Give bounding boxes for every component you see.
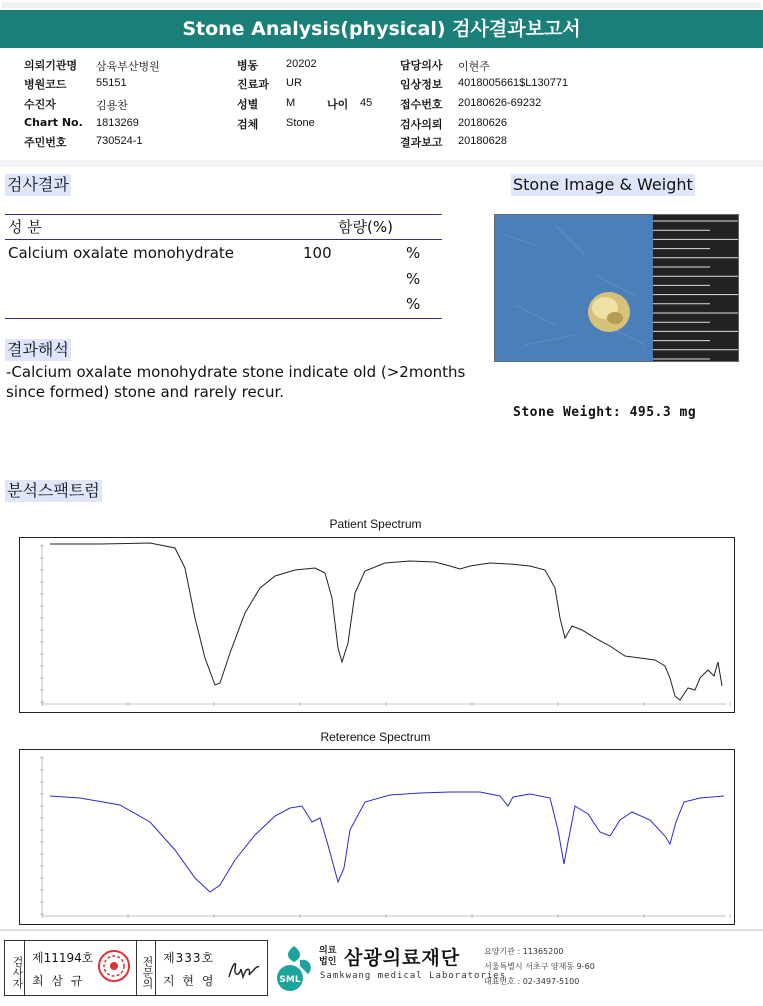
info-value: UR — [286, 77, 302, 89]
info-value: Stone — [286, 117, 315, 129]
info-value: 삼육부산병원 — [96, 61, 160, 73]
info-value: 1813269 — [96, 117, 139, 129]
info-label: 결과보고 — [400, 136, 443, 149]
info-label: 주민번호 — [24, 136, 67, 149]
footer-separator — [0, 929, 763, 931]
info-label: 임상정보 — [400, 78, 443, 91]
report-header: Stone Analysis(physical) 검사결과보고서 — [0, 10, 763, 48]
info-value: 20202 — [286, 58, 317, 70]
info-label: 접수번호 — [400, 98, 443, 111]
org-phone: 대표번호 : 02-3497-5100 — [484, 977, 580, 986]
info-value: 이현주 — [458, 61, 490, 73]
spectrum-axes — [40, 544, 730, 706]
info-value: 4018005661$L130771 — [458, 77, 569, 89]
info-value: 20180626-69232 — [458, 97, 542, 109]
table-header-rule — [5, 239, 442, 240]
interpretation-title: 결과해석 — [7, 340, 69, 359]
top-strip — [2, 2, 761, 8]
col-component-header: 성 분 — [8, 218, 42, 236]
stone-weight-value: 495.3 mg — [629, 405, 697, 420]
reviewer-name: 지 현 영 — [163, 974, 216, 988]
info-value: 20180626 — [458, 117, 507, 129]
info-value: 김용찬 — [96, 100, 128, 112]
info-label: 병동 — [237, 59, 259, 72]
sml-logo-icon — [272, 944, 316, 992]
result-unit: % — [406, 270, 421, 288]
org-code: 요양기관 : 11365200 — [484, 947, 564, 956]
patient-spectrum-plot — [20, 538, 734, 712]
info-value: 20180628 — [458, 135, 507, 147]
info-label: 의뢰기관명 — [24, 59, 78, 72]
stone-photo — [494, 214, 739, 362]
info-label: 수진자 — [24, 98, 56, 111]
seal-stamp-icon — [97, 949, 131, 983]
info-value: M — [286, 97, 296, 109]
info-value: 45 — [360, 97, 373, 109]
info-label: 검사의뢰 — [400, 118, 443, 131]
stone-image-title: Stone Image & Weight — [513, 175, 693, 194]
inspector-name: 최 삼 규 — [32, 974, 85, 988]
info-value: 55151 — [96, 77, 127, 89]
org-address: 서울특별시 서초구 양재동 9-60 — [484, 962, 595, 971]
reference-spectrum-title: Reterence Spectrum — [320, 730, 431, 744]
org-type: 의료법인 — [319, 946, 337, 967]
info-label: Chart No. — [24, 116, 83, 129]
spectrum-axes — [40, 756, 730, 918]
table-top-rule — [5, 214, 442, 215]
patient-spectrum-chart — [19, 537, 735, 713]
interpretation-text: -Calcium oxalate monohydrate stone indicate old (>2months since formed) stone and rarely recur. — [6, 363, 466, 401]
reviewer-label: 전문의 — [136, 941, 156, 995]
org-logo-block — [272, 944, 762, 994]
reviewer-number: 제333호 — [163, 951, 215, 965]
table-bottom-rule — [5, 318, 442, 319]
reference-spectrum-plot — [20, 750, 734, 924]
results-title: 검사결과 — [7, 175, 69, 194]
spectrum-title: 분석스팩트럼 — [7, 481, 100, 500]
inspector-label: 검사자 — [5, 941, 25, 995]
signature-icon — [225, 955, 261, 983]
org-english-name: Samkwang medical Laboratories — [320, 971, 507, 981]
col-amount-header: 함량(%) — [338, 218, 393, 236]
info-label: 진료과 — [237, 78, 269, 91]
svg-text:SML: SML — [279, 975, 301, 985]
reference-spectrum-line — [50, 792, 724, 892]
result-amount: 100 — [303, 244, 332, 262]
org-name: 삼광의료재단 — [344, 947, 461, 969]
info-label: 성별 — [237, 98, 259, 111]
patient-spectrum-title: Patient Spectrum — [329, 517, 422, 531]
stone-weight-label: Stone Weight: — [513, 405, 622, 420]
section-separator — [0, 160, 763, 167]
reference-spectrum-chart — [19, 749, 735, 925]
patient-spectrum-line — [50, 543, 722, 700]
result-unit: % — [406, 244, 421, 262]
info-label: 병원코드 — [24, 78, 67, 91]
result-component: Calcium oxalate monohydrate — [8, 244, 235, 262]
info-label: 나이 — [327, 98, 349, 111]
stone-photo-drawing — [495, 215, 738, 361]
stone-weight — [513, 405, 696, 420]
inspector-number: 제11194호 — [32, 951, 94, 965]
info-label: 검체 — [237, 118, 259, 131]
info-value: 730524-1 — [96, 135, 143, 147]
result-unit: % — [406, 295, 421, 313]
signature-box — [4, 940, 268, 996]
info-label: 담당의사 — [400, 59, 443, 72]
